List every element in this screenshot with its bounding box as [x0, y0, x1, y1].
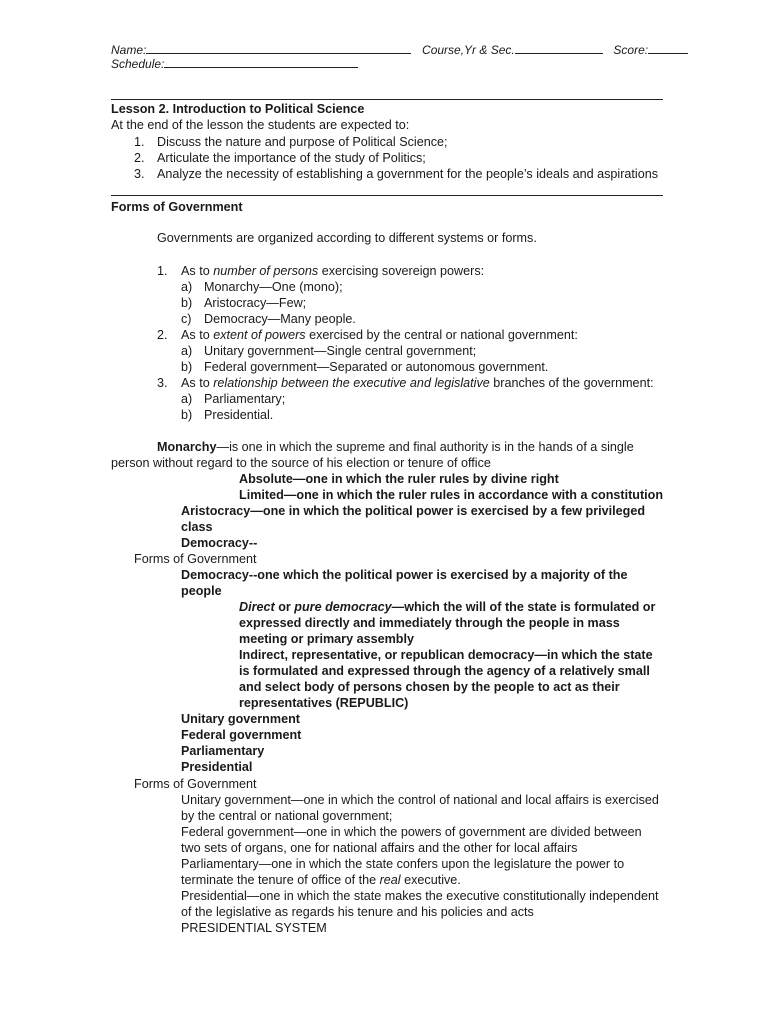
objective-3-num: 3.: [134, 167, 145, 181]
criterion-2-a: Unitary government—Single central government;: [204, 344, 477, 358]
criterion-2-b: Federal government—Separated or autonomous government.: [204, 360, 549, 374]
criterion-3: As to relationship between the executive and legislative branches of the government:: [181, 376, 654, 390]
criterion-2-num: 2.: [157, 328, 168, 342]
parliamentary-definition-cont: terminate the tenure of office of the real executive.: [181, 873, 461, 887]
federal-label: Federal government: [181, 728, 302, 742]
parliamentary-definition: Parliamentary—one in which the state confers upon the legislature the power to: [181, 857, 625, 871]
democracy-definition: Democracy--one which the political power is exercised by a majority of the: [181, 568, 628, 582]
forms-intro: Governments are organized according to different systems or forms.: [157, 231, 537, 245]
monarchy-definition-cont: person without regard to the source of his election or tenure of office: [111, 456, 491, 470]
criterion-1-a: Monarchy—One (mono);: [204, 280, 343, 294]
presidential-label: Presidential: [181, 760, 253, 774]
forms-heading: Forms of Government: [111, 200, 243, 214]
score-label: Score:: [613, 43, 649, 57]
indirect-democracy-2: is formulated and expressed through the agency of a relatively small: [239, 664, 650, 678]
aristocracy-definition-cont: class: [181, 520, 213, 534]
objective-3: Analyze the necessity of establishing a government for the people’s ideals and aspirations: [157, 167, 659, 181]
schedule-blank: [164, 56, 358, 68]
direct-democracy: Direct or pure democracy—which the will of the state is formulated or: [239, 600, 656, 614]
criterion-2-a-label: a): [181, 344, 193, 358]
monarchy-definition: Monarchy—is one in which the supreme and final authority is in the hands of a single: [157, 440, 634, 454]
indirect-democracy-4: representatives (REPUBLIC): [239, 696, 409, 710]
lesson-title: Lesson 2. Introduction to Political Science: [111, 102, 365, 116]
objective-2: Articulate the importance of the study of Politics;: [157, 151, 426, 165]
criterion-3-b: Presidential.: [204, 408, 274, 422]
unitary-definition-cont: by the central or national government;: [181, 809, 393, 823]
aristocracy-definition: Aristocracy—one in which the political power is exercised by a few privileged: [181, 504, 646, 518]
course-label: Course,Yr & Sec.: [422, 43, 515, 57]
forms-label-2: Forms of Government: [134, 777, 257, 791]
objective-1-num: 1.: [134, 135, 145, 149]
democracy-stub: Democracy--: [181, 536, 258, 550]
criterion-1-c: Democracy—Many people.: [204, 312, 356, 326]
absolute-monarchy: Absolute—one in which the ruler rules by divine right: [239, 472, 559, 486]
criterion-1-b-label: b): [181, 296, 193, 310]
criterion-2: As to extent of powers exercised by the central or national government:: [181, 328, 578, 342]
criterion-2-b-label: b): [181, 360, 193, 374]
unitary-label: Unitary government: [181, 712, 300, 726]
criterion-3-a: Parliamentary;: [204, 392, 286, 406]
divider-bottom: [111, 195, 663, 196]
criterion-3-b-label: b): [181, 408, 193, 422]
course-blank: [515, 42, 603, 54]
presidential-system-heading: PRESIDENTIAL SYSTEM: [181, 921, 327, 935]
score-blank: [648, 42, 688, 54]
objective-1: Discuss the nature and purpose of Political Science;: [157, 135, 448, 149]
name-label: Name:: [111, 43, 147, 57]
presidential-definition-cont: of the legislative as regards his tenure and his policies and acts: [181, 905, 534, 919]
direct-democracy-3: meeting or primary assembly: [239, 632, 414, 646]
objective-2-num: 2.: [134, 151, 145, 165]
criterion-1-num: 1.: [157, 264, 168, 278]
federal-definition: Federal government—one in which the powers of government are divided between: [181, 825, 642, 839]
limited-monarchy: Limited—one in which the ruler rules in accordance with a constitution: [239, 488, 664, 502]
criterion-1-b: Aristocracy—Few;: [204, 296, 307, 310]
criterion-1-a-label: a): [181, 280, 193, 294]
criterion-1-c-label: c): [181, 312, 192, 326]
indirect-democracy-3: and select body of persons chosen by the people to act as their: [239, 680, 620, 694]
federal-definition-cont: two sets of organs, one for national affairs and the other for local affairs: [181, 841, 578, 855]
forms-label-1: Forms of Government: [134, 552, 257, 566]
criterion-3-num: 3.: [157, 376, 168, 390]
name-blank: [146, 42, 411, 54]
democracy-definition-cont: people: [181, 584, 222, 598]
lesson-intro: At the end of the lesson the students are expected to:: [111, 118, 410, 132]
criterion-1: As to number of persons exercising sovereign powers:: [181, 264, 485, 278]
criterion-3-a-label: a): [181, 392, 193, 406]
parliamentary-label: Parliamentary: [181, 744, 265, 758]
presidential-definition: Presidential—one in which the state makes the executive constitutionally independent: [181, 889, 659, 903]
unitary-definition: Unitary government—one in which the control of national and local affairs is exercised: [181, 793, 659, 807]
divider-top: [111, 99, 663, 100]
schedule-row: [111, 56, 358, 72]
direct-democracy-2: expressed directly and immediately through the people in mass: [239, 616, 620, 630]
schedule-label: Schedule:: [111, 57, 165, 71]
indirect-democracy: Indirect, representative, or republican democracy—in which the state: [239, 648, 653, 662]
